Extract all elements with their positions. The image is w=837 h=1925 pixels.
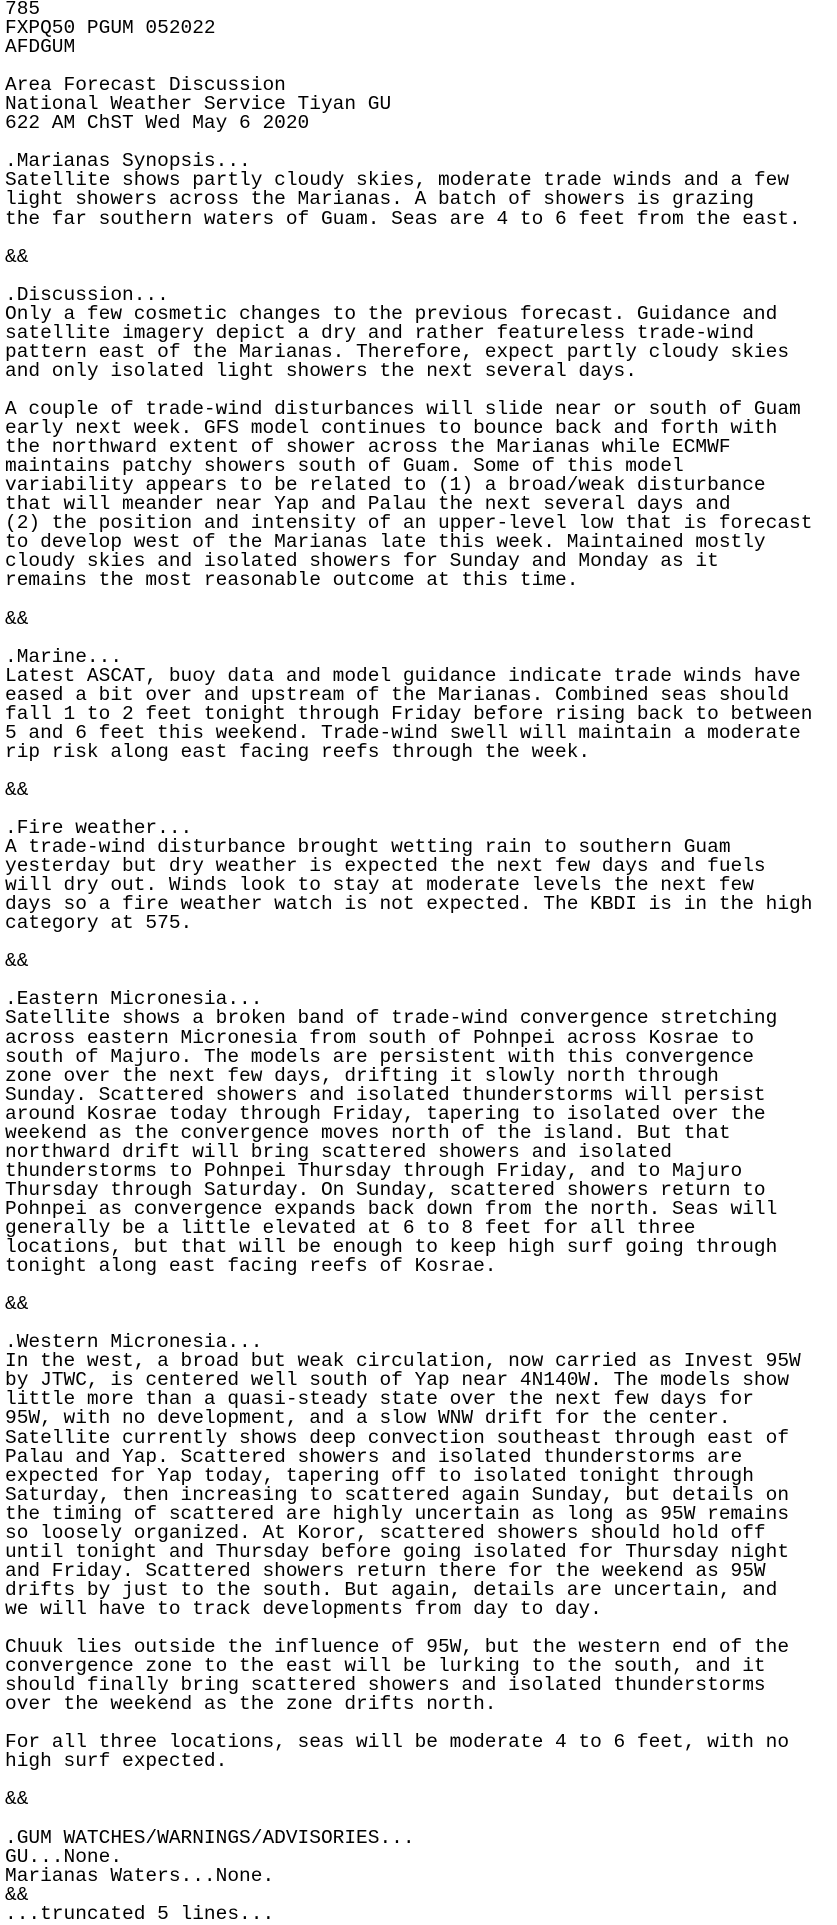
section-watches-warnings: .GUM WATCHES/WARNINGS/ADVISORIES... GU...None. Marianas Waters...None. && <box>5 1826 415 1906</box>
truncated-note: ...truncated 5 lines... <box>5 1902 275 1925</box>
section-discussion: .Discussion... Only a few cosmetic changes to the previous forecast. Guidance and satellite imagery depict a dry and rather featureless trade-wind pattern east of the Marianas. Therefore, expect partly cloudy skies and only isolated light showers the next several days. A couple of trade-wind disturbances will slide near or south of Guam early next week. GFS model continues to bounce back and forth with the northward extent of shower across the Marianas while ECMWF maintains patchy showers south of Guam. Some of this model variability appears to be related to (1) a broad/weak disturbance that will meander near Yap and Palau the next several days and (2) the position and intensity of an upper-level low that is forecast to develop west of the Marianas late this week. Maintained mostly cloudy skies and isolated showers for Sunday and Monday as it remains the most reasonable outcome at this time. && <box>5 283 813 630</box>
product-header: 785 FXPQ50 PGUM 052022 AFDGUM Area Forecast Discussion National Weather Service Tiyan GU 622 AM ChST Wed May 6 2020 <box>5 0 392 135</box>
section-western-micronesia: .Western Micronesia... In the west, a broad but weak circulation, now carried as Invest 95W by JTWC, is centered well south of Yap near 4N140W. The models show little more than a quasi-steady state over the next few days for 95W, with no development, and a slow WNW drift for the center. Satellite currently shows deep convection southeast through east of Palau and Yap. Scattered showers and isolated thunderstorms are expected for Yap today, tapering off to isolated tonight through Saturday, then increasing to scattered again Sunday, but details on the timing of scattered are highly uncertain as long as 95W remains so loosely organized. At Koror, scattered showers should hold off until tonight and Thursday before going isolated for Thursday night and Friday. Scattered showers return there for the weekend as 95W drifts by just to the south. But again, details are uncertain, and we will have to track developments from day to day. Chuuk lies outside the influence of 95W, but the western end of the convergence zone to the east will be lurking to the south, and it should finally bring scattered showers and isolated thunderstorms over the weekend as the zone drifts north. For all three locations, seas will be moderate 4 to 6 feet, with no high surf expected. && <box>5 1331 801 1811</box>
section-eastern-micronesia: .Eastern Micronesia... Satellite shows a broken band of trade-wind convergence stretching across eastern Micronesia from south of Pohnpei across Kosrae to south of Majuro. The models are persistent with this convergence zone over the next few days, drifting it slowly north through Sunday. Scattered showers and isolated thunderstorms will persist around Kosrae today through Friday, tapering to isolated over the weekend as the convergence moves north of the island. But that northward drift will bring scattered showers and isolated thunderstorms to Pohnpei Thursday through Friday, and to Majuro Thursday through Saturday. On Sunday, scattered showers return to Pohnpei as convergence expands back down from the north. Seas will generally be a little elevated at 6 to 8 feet for all three locations, but that will be enough to keep high surf going through tonight along east facing reefs of Kosrae. && <box>5 988 778 1316</box>
section-marianas-synopsis: .Marianas Synopsis... Satellite shows partly cloudy skies, moderate trade winds and a few light showers across the Marianas. A batch of showers is grazing the far southern waters of Guam. Seas are 4 to 6 feet from the east. && <box>5 150 801 268</box>
section-marine: .Marine... Latest ASCAT, buoy data and model guidance indicate trade winds have eased a bit over and upstream of the Marianas. Combined seas should fall 1 to 2 feet tonight through Friday before rising back to between 5 and 6 feet this weekend. Trade-wind swell will maintain a moderate rip risk along east facing reefs through the week. && <box>5 645 813 801</box>
section-fire-weather: .Fire weather... A trade-wind disturbance brought wetting rain to southern Guam yesterday but dry weather is expected the next few days and fuels will dry out. Winds look to stay at moderate levels the next few days so a fire weather watch is not expected. The KBDI is in the high category at 575. && <box>5 817 813 973</box>
